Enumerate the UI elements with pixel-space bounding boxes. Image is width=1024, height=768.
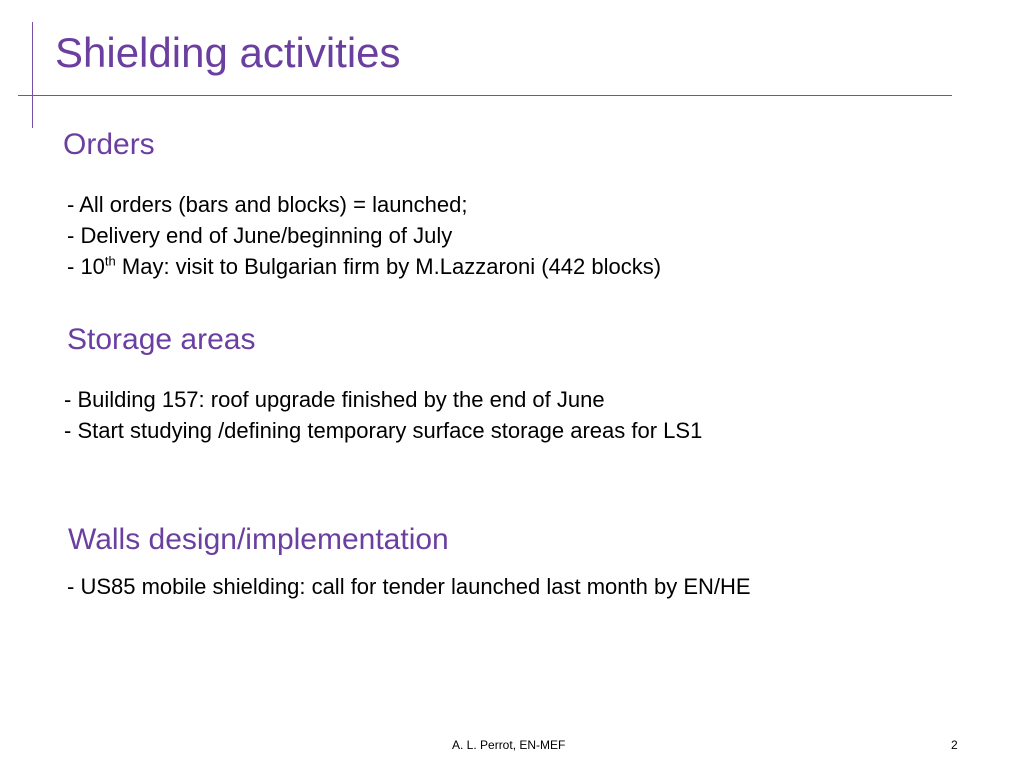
section-heading-storage-areas: Storage areas xyxy=(67,323,256,356)
list-item: - US85 mobile shielding: call for tender launched last month by EN/HE xyxy=(67,574,751,599)
storage-areas-list xyxy=(64,384,702,446)
list-item: - Building 157: roof upgrade finished by the end of June xyxy=(64,387,605,412)
ordinal-superscript: th xyxy=(104,253,116,269)
list-item xyxy=(67,251,661,282)
section-heading-orders: Orders xyxy=(63,128,155,161)
list-item: - Delivery end of June/beginning of July xyxy=(67,223,453,248)
orders-list xyxy=(67,189,661,282)
list-item-prefix: - 10 xyxy=(67,254,105,279)
vertical-divider xyxy=(32,22,33,128)
slide-title: Shielding activities xyxy=(55,29,401,76)
list-item: - All orders (bars and blocks) = launched; xyxy=(67,192,468,217)
walls-design-list xyxy=(67,571,751,602)
list-item: - Start studying /defining temporary surface storage areas for LS1 xyxy=(64,418,703,443)
footer-author: A. L. Perrot, EN-MEF xyxy=(452,738,566,752)
list-item-suffix: May: visit to Bulgarian firm by M.Lazzaroni (442 blocks) xyxy=(115,254,662,279)
title-underline xyxy=(18,95,952,96)
page-number: 2 xyxy=(951,738,958,752)
section-heading-walls-design: Walls design/implementation xyxy=(68,523,449,556)
